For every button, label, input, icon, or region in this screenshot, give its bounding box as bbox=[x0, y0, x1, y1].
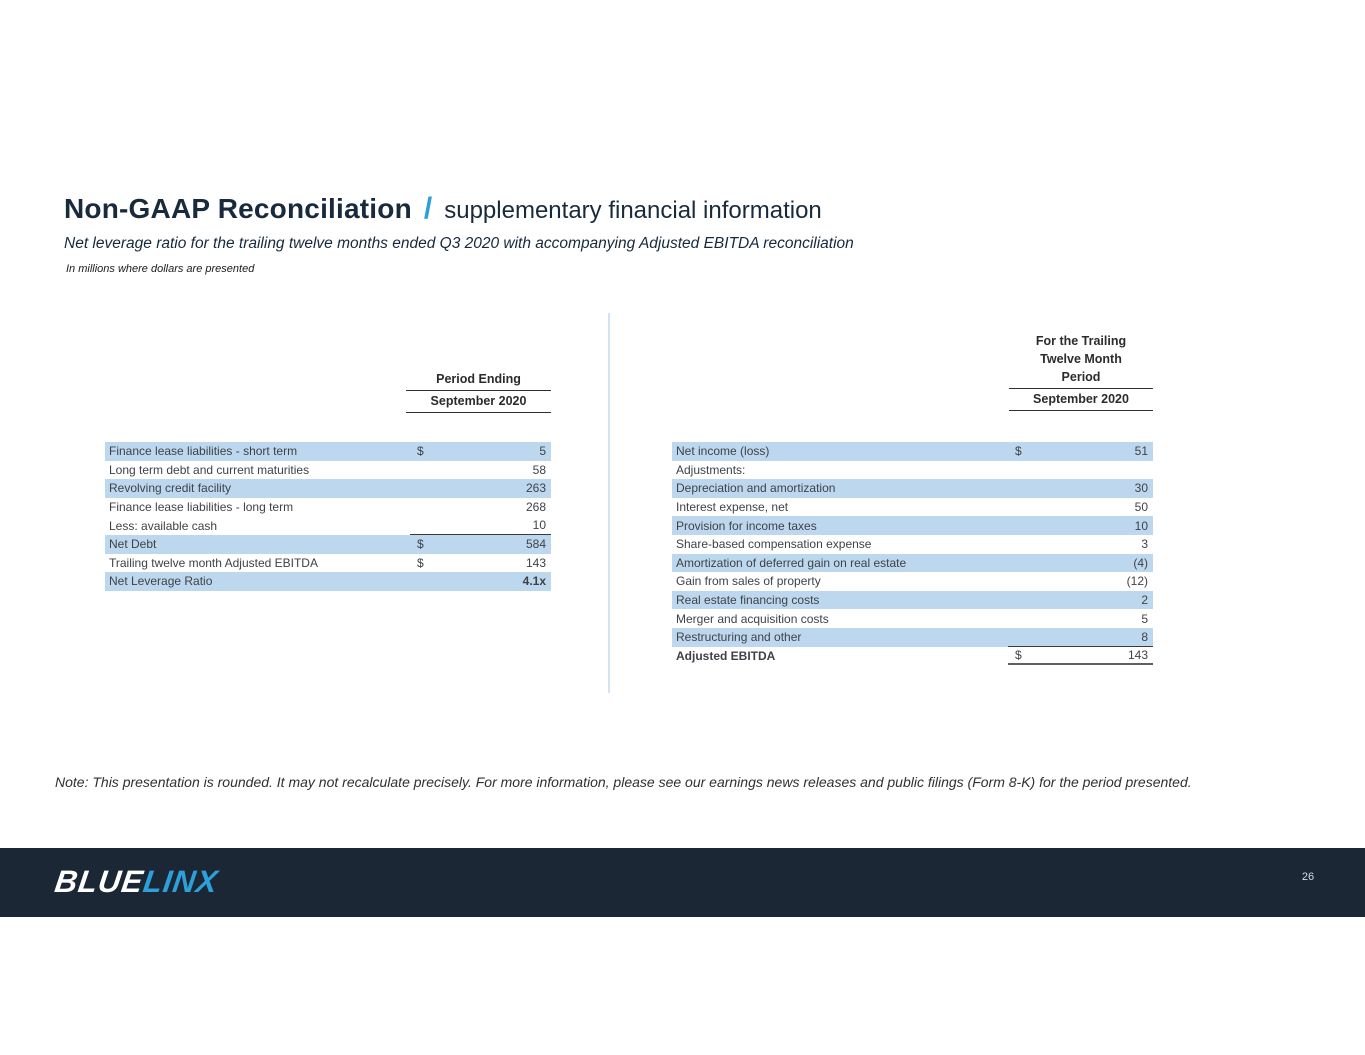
row-label: Less: available cash bbox=[109, 518, 218, 533]
table-row bbox=[672, 442, 1153, 461]
currency-symbol: $ bbox=[1015, 647, 1022, 662]
table-row bbox=[672, 498, 1153, 517]
row-value: 10 bbox=[532, 518, 546, 533]
row-value: (12) bbox=[1126, 574, 1148, 589]
row-amount bbox=[410, 479, 551, 498]
row-value: 143 bbox=[1127, 647, 1148, 662]
row-label: Provision for income taxes bbox=[676, 518, 817, 533]
table-row bbox=[672, 609, 1153, 628]
row-value: 30 bbox=[1134, 481, 1148, 496]
row-value: 2 bbox=[1141, 593, 1148, 608]
table-row bbox=[672, 647, 1153, 666]
table-row bbox=[672, 628, 1153, 647]
row-label: Merger and acquisition costs bbox=[676, 611, 829, 626]
row-label: Net income (loss) bbox=[676, 444, 770, 459]
table-row bbox=[105, 572, 551, 591]
row-value: 268 bbox=[525, 500, 546, 515]
currency-symbol: $ bbox=[417, 537, 424, 552]
row-amount bbox=[1008, 498, 1153, 517]
row-amount bbox=[1008, 609, 1153, 628]
row-value: 58 bbox=[532, 462, 546, 477]
row-value: 263 bbox=[525, 481, 546, 496]
row-amount bbox=[1008, 479, 1153, 498]
row-amount bbox=[1008, 628, 1153, 647]
row-label: Net Leverage Ratio bbox=[109, 574, 213, 589]
row-value: 584 bbox=[525, 537, 546, 552]
logo-text-linx: LINX bbox=[141, 864, 221, 899]
row-amount bbox=[1008, 572, 1153, 591]
table-body bbox=[105, 442, 551, 591]
slide-footnote: Note: This presentation is rounded. It may not recalculate precisely. For more information, please see our earnings news releases and public filings (Form 8-K) for the period presented. bbox=[55, 774, 1192, 790]
row-label: Long term debt and current maturities bbox=[109, 462, 310, 477]
row-amount bbox=[1008, 516, 1153, 535]
row-amount bbox=[1008, 647, 1153, 666]
column-header-title bbox=[1009, 332, 1153, 389]
row-label: Trailing twelve month Adjusted EBITDA bbox=[109, 555, 318, 570]
table-row bbox=[672, 479, 1153, 498]
table-row bbox=[105, 516, 551, 535]
row-value: 5 bbox=[539, 444, 546, 459]
row-label: Finance lease liabilities - short term bbox=[109, 444, 298, 459]
title-separator-slash: / bbox=[423, 192, 433, 225]
table-row bbox=[105, 461, 551, 480]
footer-bar bbox=[0, 848, 1365, 917]
slide-title-row bbox=[64, 192, 822, 226]
row-label: Finance lease liabilities - long term bbox=[109, 500, 294, 515]
table-row bbox=[672, 572, 1153, 591]
row-amount bbox=[410, 535, 551, 554]
row-value: 3 bbox=[1141, 537, 1148, 552]
row-label: Adjustments: bbox=[676, 462, 746, 477]
column-header-line: Twelve Month bbox=[1040, 352, 1122, 366]
row-amount bbox=[1008, 442, 1153, 461]
row-value: (4) bbox=[1133, 555, 1148, 570]
logo-text-blue: BLUE bbox=[52, 864, 146, 899]
units-note: In millions where dollars are presented bbox=[66, 263, 255, 275]
row-value: 51 bbox=[1134, 444, 1148, 459]
column-header-line: Period Ending bbox=[436, 372, 521, 386]
table-row bbox=[105, 498, 551, 517]
row-value: 5 bbox=[1141, 611, 1148, 626]
table-body bbox=[672, 442, 1153, 665]
table-row bbox=[672, 591, 1153, 610]
table-row bbox=[672, 535, 1153, 554]
row-amount bbox=[410, 442, 551, 461]
vertical-divider bbox=[608, 313, 610, 693]
table-row bbox=[672, 461, 1153, 480]
slide-subtitle: Net leverage ratio for the trailing twelve months ended Q3 2020 with accompanying Adjusted EBITDA reconciliation bbox=[64, 235, 854, 252]
column-header-title bbox=[406, 370, 551, 391]
currency-symbol: $ bbox=[1015, 444, 1022, 459]
page-title-suffix: supplementary financial information bbox=[444, 197, 822, 224]
row-label: Revolving credit facility bbox=[109, 481, 232, 496]
page-number: 26 bbox=[1301, 871, 1315, 883]
table-row bbox=[672, 554, 1153, 573]
currency-symbol: $ bbox=[417, 444, 424, 459]
column-header-period: September 2020 bbox=[1009, 389, 1153, 411]
currency-symbol: $ bbox=[417, 555, 424, 570]
net-debt-and-leverage-table bbox=[105, 368, 551, 598]
row-label: Share-based compensation expense bbox=[676, 537, 872, 552]
column-header-line: Period bbox=[1061, 370, 1101, 384]
row-amount bbox=[1008, 554, 1153, 573]
table-row bbox=[672, 516, 1153, 535]
row-label: Real estate financing costs bbox=[676, 593, 820, 608]
table-row bbox=[105, 535, 551, 554]
page-title: Non-GAAP Reconciliation bbox=[64, 193, 412, 224]
row-value: 143 bbox=[525, 555, 546, 570]
row-value: 8 bbox=[1141, 629, 1148, 644]
row-amount bbox=[1008, 461, 1153, 480]
row-label: Adjusted EBITDA bbox=[676, 648, 776, 663]
table-row bbox=[105, 442, 551, 461]
table-row bbox=[105, 479, 551, 498]
row-amount bbox=[410, 516, 551, 535]
table-row bbox=[105, 554, 551, 573]
row-amount bbox=[1008, 535, 1153, 554]
row-label: Depreciation and amortization bbox=[676, 481, 836, 496]
bluelinx-logo bbox=[52, 864, 220, 900]
row-label: Interest expense, net bbox=[676, 500, 789, 515]
column-header-period: September 2020 bbox=[406, 391, 551, 413]
column-header-line: For the Trailing bbox=[1035, 334, 1127, 348]
row-label: Net Debt bbox=[109, 537, 157, 552]
row-amount bbox=[410, 554, 551, 573]
column-header bbox=[1009, 332, 1153, 411]
row-label: Restructuring and other bbox=[676, 630, 802, 645]
row-value: 50 bbox=[1134, 500, 1148, 515]
row-amount bbox=[410, 498, 551, 517]
row-label: Amortization of deferred gain on real estate bbox=[676, 555, 907, 570]
row-amount bbox=[410, 572, 551, 591]
adjusted-ebitda-reconciliation-table bbox=[672, 330, 1153, 670]
row-value: 10 bbox=[1134, 518, 1148, 533]
row-amount bbox=[410, 461, 551, 480]
row-amount bbox=[1008, 591, 1153, 610]
row-label: Gain from sales of property bbox=[676, 574, 821, 589]
column-header bbox=[406, 370, 551, 413]
row-value: 4.1x bbox=[522, 574, 546, 589]
